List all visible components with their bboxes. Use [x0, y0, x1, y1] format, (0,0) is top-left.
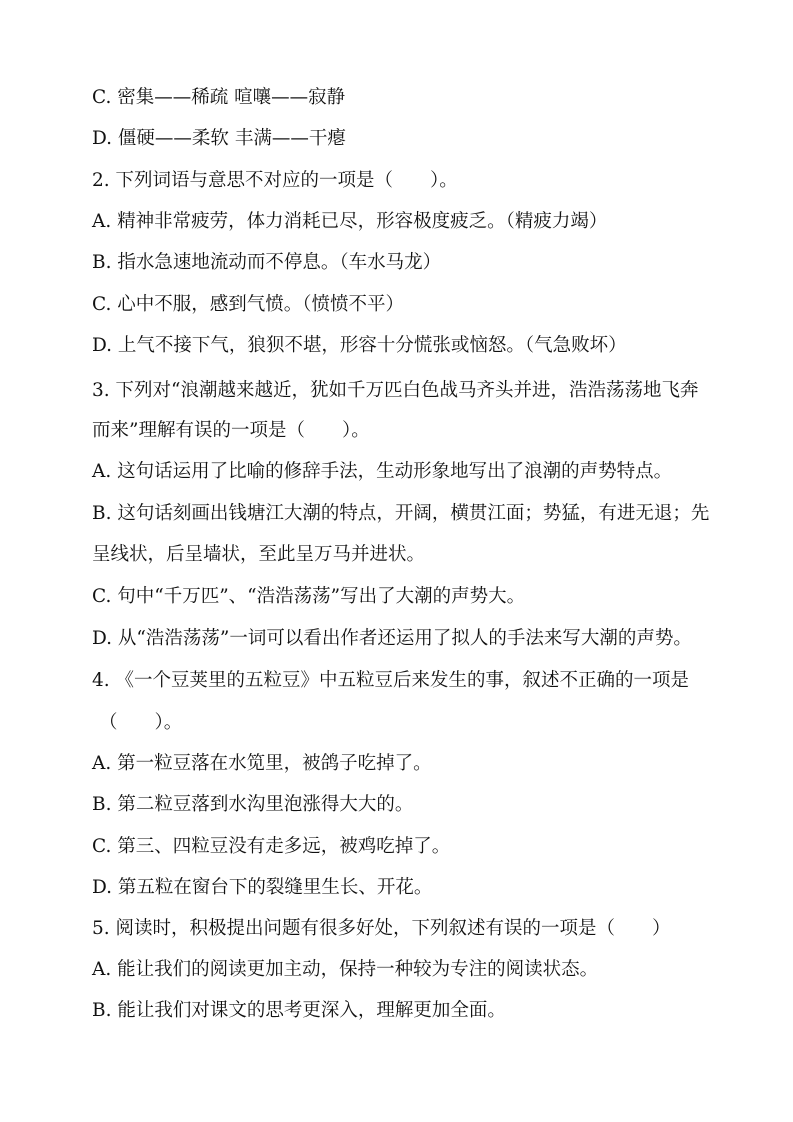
q3-question: 3. 下列对“浪潮越来越近，犹如千万匹白色战马齐头并进，浩浩荡荡地飞奔	[92, 380, 699, 401]
q5-option-a: A. 能让我们的阅读更加主动，保持一种较为专注的阅读状态。	[92, 959, 599, 980]
q2-option-d: D. 上气不接下气，狼狈不堪，形容十分慌张或恼怒。（气急败坏）	[92, 335, 627, 356]
q2-option-a: A. 精神非常疲劳，体力消耗已尽，形容极度疲乏。（精疲力竭）	[92, 211, 608, 232]
q2-option-c: C. 心中不服，感到气愤。（愤愤不平）	[92, 294, 405, 315]
q4-option-c: C. 第三、四粒豆没有走多远，被鸡吃掉了。	[92, 836, 451, 857]
q2-question: 2. 下列词语与意思不对应的一项是（ ）。	[92, 170, 458, 191]
q3-option-b: B. 这句话刻画出钱塘江大潮的特点，开阔，横贯江面；势猛，有进无退；先	[92, 503, 710, 524]
q4-question: 4. 《一个豆荚里的五粒豆》中五粒豆后来发生的事，叙述不正确的一项是	[92, 670, 690, 691]
q5-option-b: B. 能让我们对课文的思考更深入，理解更加全面。	[92, 1000, 506, 1021]
q4-option-b: B. 第二粒豆落到水沟里泡涨得大大的。	[92, 794, 414, 815]
q4-option-a: A. 第一粒豆落在水笕里，被鸽子吃掉了。	[92, 753, 432, 774]
q3-question-cont: 而来”理解有误的一项是（ ）。	[92, 420, 370, 441]
q2-option-b: B. 指水急速地流动而不停息。（车水马龙）	[92, 252, 442, 273]
q3-option-c: C. 句中“千万匹”、“浩浩荡荡”写出了大潮的声势大。	[92, 586, 526, 607]
q5-question: 5. 阅读时，积极提出问题有很多好处，下列叙述有误的一项是（ ）	[92, 918, 671, 939]
q3-option-d: D. 从“浩浩荡荡”一词可以看出作者还运用了拟人的手法来写大潮的声势。	[92, 628, 692, 649]
q1-option-d: D. 僵硬——柔软 丰满——干瘪	[92, 128, 346, 149]
q3-option-b-cont: 呈线状，后呈墙状，至此呈万马并进状。	[92, 544, 426, 565]
q4-option-d: D. 第五粒在窗台下的裂缝里生长、开花。	[92, 877, 433, 898]
q4-question-cont: （ ）。	[99, 712, 183, 733]
q1-option-c: C. 密集——稀疏 喧嚷——寂静	[92, 87, 346, 108]
q3-option-a: A. 这句话运用了比喻的修辞手法，生动形象地写出了浪潮的声势特点。	[92, 461, 673, 482]
